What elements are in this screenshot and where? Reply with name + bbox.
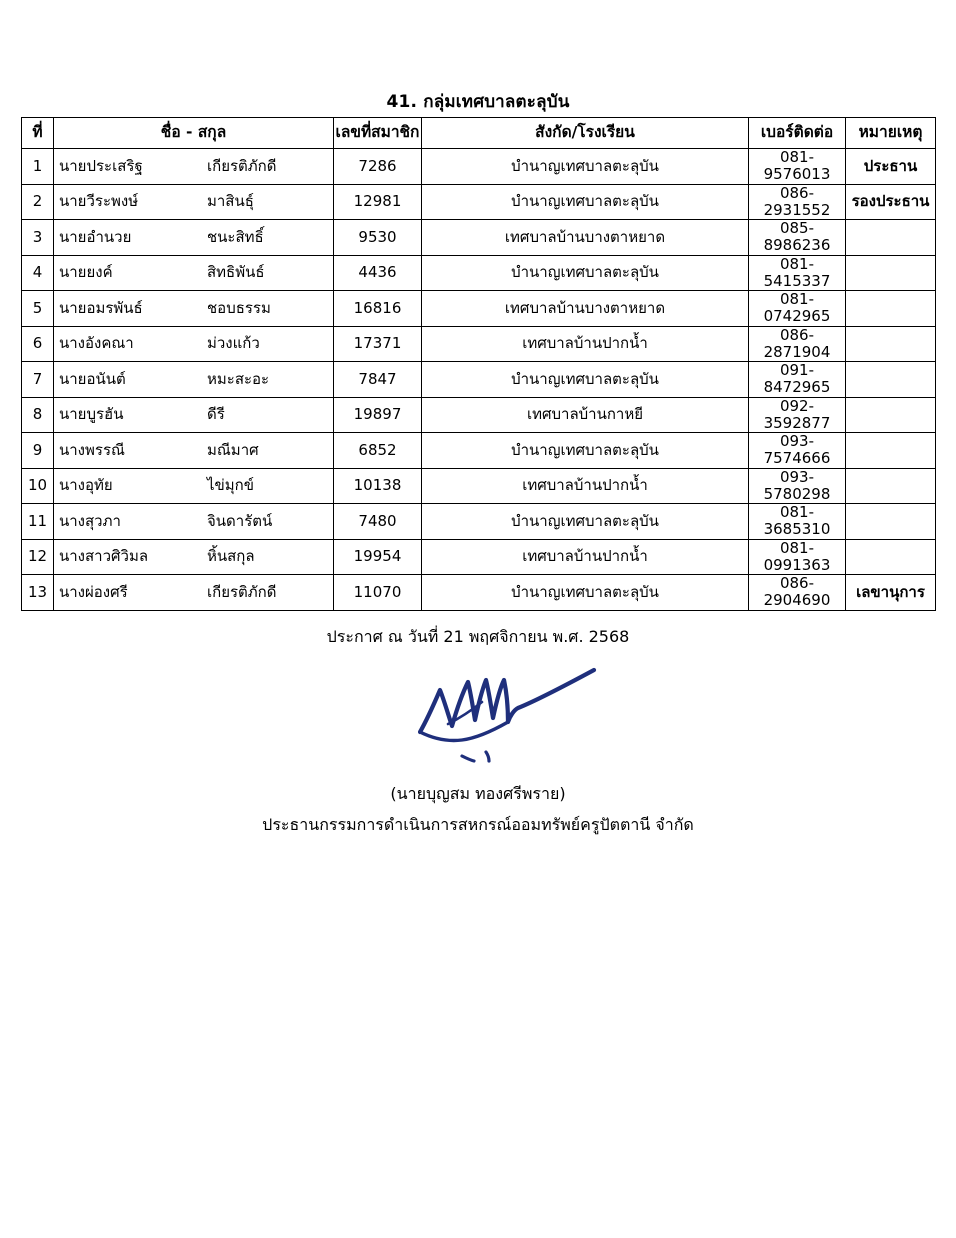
cell-school: เทศบาลบ้านบางตาหยาด	[422, 220, 749, 256]
cell-remark	[846, 362, 936, 398]
table-row	[22, 433, 936, 469]
name-wrapper	[59, 513, 333, 530]
cell-name	[54, 575, 334, 611]
signature-image	[418, 660, 618, 775]
cell-member-no: 12981	[334, 184, 422, 220]
cell-name	[54, 468, 334, 504]
cell-phone: 086-2871904	[749, 326, 846, 362]
table-header-row	[22, 118, 936, 149]
cell-name	[54, 539, 334, 575]
cell-no: 1	[22, 149, 54, 185]
cell-phone: 093-5780298	[749, 468, 846, 504]
table-row	[22, 397, 936, 433]
cell-no: 6	[22, 326, 54, 362]
name-wrapper	[59, 477, 333, 494]
cell-school: บำนาญเทศบาลตะลุบัน	[422, 149, 749, 185]
name-wrapper	[59, 406, 333, 423]
table-row	[22, 220, 936, 256]
cell-school: เทศบาลบ้านบางตาหยาด	[422, 291, 749, 327]
signature-area	[0, 660, 956, 780]
cell-firstname: นายอมรพันธ์	[59, 298, 143, 317]
cell-no: 10	[22, 468, 54, 504]
name-wrapper	[59, 193, 333, 210]
cell-remark	[846, 539, 936, 575]
cell-name	[54, 397, 334, 433]
cell-member-no: 19897	[334, 397, 422, 433]
cell-surname: ดีรี	[207, 405, 225, 424]
cell-remark	[846, 291, 936, 327]
cell-surname: มาสินธุ์	[207, 192, 254, 211]
cell-name	[54, 255, 334, 291]
cell-member-no: 11070	[334, 575, 422, 611]
cell-surname: ไข่มุกข์	[207, 476, 255, 495]
cell-firstname: นายประเสริฐ	[59, 156, 143, 175]
name-wrapper	[59, 584, 333, 601]
cell-school: บำนาญเทศบาลตะลุบัน	[422, 362, 749, 398]
cell-member-no: 9530	[334, 220, 422, 256]
column-header-member-no: เลขที่สมาชิก	[334, 118, 422, 149]
cell-no: 9	[22, 433, 54, 469]
cell-phone: 091-8472965	[749, 362, 846, 398]
cell-school: เทศบาลบ้านปากน้ำ	[422, 539, 749, 575]
name-wrapper	[59, 264, 333, 281]
column-header-name: ชื่อ - สกุล	[54, 118, 334, 149]
table-row	[22, 326, 936, 362]
cell-firstname: นายยงค์	[59, 263, 113, 282]
cell-school: เทศบาลบ้านปากน้ำ	[422, 326, 749, 362]
cell-surname: ม่วงแก้ว	[207, 334, 260, 353]
cell-no: 13	[22, 575, 54, 611]
table-body	[22, 149, 936, 611]
cell-school: เทศบาลบ้านปากน้ำ	[422, 468, 749, 504]
table-row	[22, 468, 936, 504]
cell-firstname: นางสาวศิวิมล	[59, 547, 149, 566]
cell-phone: 086-2931552	[749, 184, 846, 220]
cell-remark	[846, 220, 936, 256]
cell-phone: 093-7574666	[749, 433, 846, 469]
cell-no: 7	[22, 362, 54, 398]
cell-phone: 081-0742965	[749, 291, 846, 327]
cell-phone: 085-8986236	[749, 220, 846, 256]
cell-phone: 081-3685310	[749, 504, 846, 540]
cell-name	[54, 433, 334, 469]
table-row	[22, 255, 936, 291]
cell-member-no: 7847	[334, 362, 422, 398]
cell-remark: รองประธาน	[846, 184, 936, 220]
table-row	[22, 504, 936, 540]
cell-member-no: 7480	[334, 504, 422, 540]
cell-phone: 086-2904690	[749, 575, 846, 611]
cell-member-no: 4436	[334, 255, 422, 291]
cell-school: เทศบาลบ้านกาหยี	[422, 397, 749, 433]
member-table	[21, 117, 936, 611]
cell-name	[54, 504, 334, 540]
cell-remark	[846, 326, 936, 362]
cell-name	[54, 291, 334, 327]
table-row	[22, 575, 936, 611]
name-wrapper	[59, 335, 333, 352]
cell-remark	[846, 504, 936, 540]
name-wrapper	[59, 229, 333, 246]
cell-surname: ชอบธรรม	[207, 298, 271, 317]
cell-firstname: นายบูรฮัน	[59, 405, 124, 424]
cell-firstname: นายวีระพงษ์	[59, 192, 139, 211]
cell-name	[54, 362, 334, 398]
cell-firstname: นายอำนวย	[59, 227, 132, 246]
cell-no: 12	[22, 539, 54, 575]
cell-member-no: 6852	[334, 433, 422, 469]
announcement-date: ประกาศ ณ วันที่ 21 พฤศจิกายน พ.ศ. 2568	[326, 627, 630, 646]
cell-name	[54, 184, 334, 220]
cell-firstname: นางอุทัย	[59, 476, 113, 495]
cell-surname: เกียรติภักดี	[207, 582, 277, 601]
cell-firstname: นางผ่องศรี	[59, 582, 128, 601]
cell-member-no: 17371	[334, 326, 422, 362]
page-title: 41. กลุ่มเทศบาลตะลุบัน	[386, 92, 570, 112]
cell-remark	[846, 433, 936, 469]
cell-surname: หิ้นสกุล	[207, 547, 255, 566]
cell-no: 4	[22, 255, 54, 291]
cell-firstname: นางพรรณี	[59, 440, 125, 459]
name-wrapper	[59, 371, 333, 388]
cell-phone: 081-0991363	[749, 539, 846, 575]
column-header-remark: หมายเหตุ	[846, 118, 936, 149]
table-row	[22, 362, 936, 398]
table-row	[22, 184, 936, 220]
cell-remark	[846, 397, 936, 433]
cell-firstname: นางอังคณา	[59, 334, 134, 353]
cell-school: บำนาญเทศบาลตะลุบัน	[422, 575, 749, 611]
signer-title: ประธานกรรมการดำเนินการสหกรณ์ออมทรัพย์ครูปัตตานี จำกัด	[262, 815, 694, 834]
cell-phone: 092-3592877	[749, 397, 846, 433]
cell-member-no: 7286	[334, 149, 422, 185]
cell-remark	[846, 255, 936, 291]
cell-school: บำนาญเทศบาลตะลุบัน	[422, 433, 749, 469]
cell-surname: หมะสะอะ	[207, 369, 270, 388]
table-row	[22, 291, 936, 327]
table-row	[22, 149, 936, 185]
cell-phone: 081-9576013	[749, 149, 846, 185]
name-wrapper	[59, 158, 333, 175]
cell-no: 5	[22, 291, 54, 327]
column-header-school: สังกัด/โรงเรียน	[422, 118, 749, 149]
cell-school: บำนาญเทศบาลตะลุบัน	[422, 255, 749, 291]
name-wrapper	[59, 300, 333, 317]
table-row	[22, 539, 936, 575]
cell-firstname: นางสุวภา	[59, 511, 121, 530]
name-wrapper	[59, 548, 333, 565]
cell-surname: สิทธิพันธ์	[207, 263, 265, 282]
cell-firstname: นายอนันต์	[59, 369, 126, 388]
table-header	[22, 118, 936, 149]
cell-phone: 081-5415337	[749, 255, 846, 291]
cell-surname: เกียรติภักดี	[207, 156, 277, 175]
cell-surname: ชนะสิทธิ์	[207, 227, 264, 246]
cell-surname: มณีมาศ	[207, 440, 259, 459]
cell-name	[54, 220, 334, 256]
cell-no: 3	[22, 220, 54, 256]
cell-name	[54, 326, 334, 362]
cell-remark: ประธาน	[846, 149, 936, 185]
cell-no: 2	[22, 184, 54, 220]
cell-name	[54, 149, 334, 185]
cell-school: บำนาญเทศบาลตะลุบัน	[422, 184, 749, 220]
cell-member-no: 19954	[334, 539, 422, 575]
name-wrapper	[59, 442, 333, 459]
cell-school: บำนาญเทศบาลตะลุบัน	[422, 504, 749, 540]
cell-surname: จินดารัตน์	[207, 511, 273, 530]
cell-remark	[846, 468, 936, 504]
cell-member-no: 16816	[334, 291, 422, 327]
cell-no: 8	[22, 397, 54, 433]
column-header-phone: เบอร์ติดต่อ	[749, 118, 846, 149]
cell-remark: เลขานุการ	[846, 575, 936, 611]
cell-no: 11	[22, 504, 54, 540]
column-header-no: ที่	[22, 118, 54, 149]
cell-member-no: 10138	[334, 468, 422, 504]
signer-name: (นายบุญสม ทองศรีพราย)	[390, 784, 566, 803]
